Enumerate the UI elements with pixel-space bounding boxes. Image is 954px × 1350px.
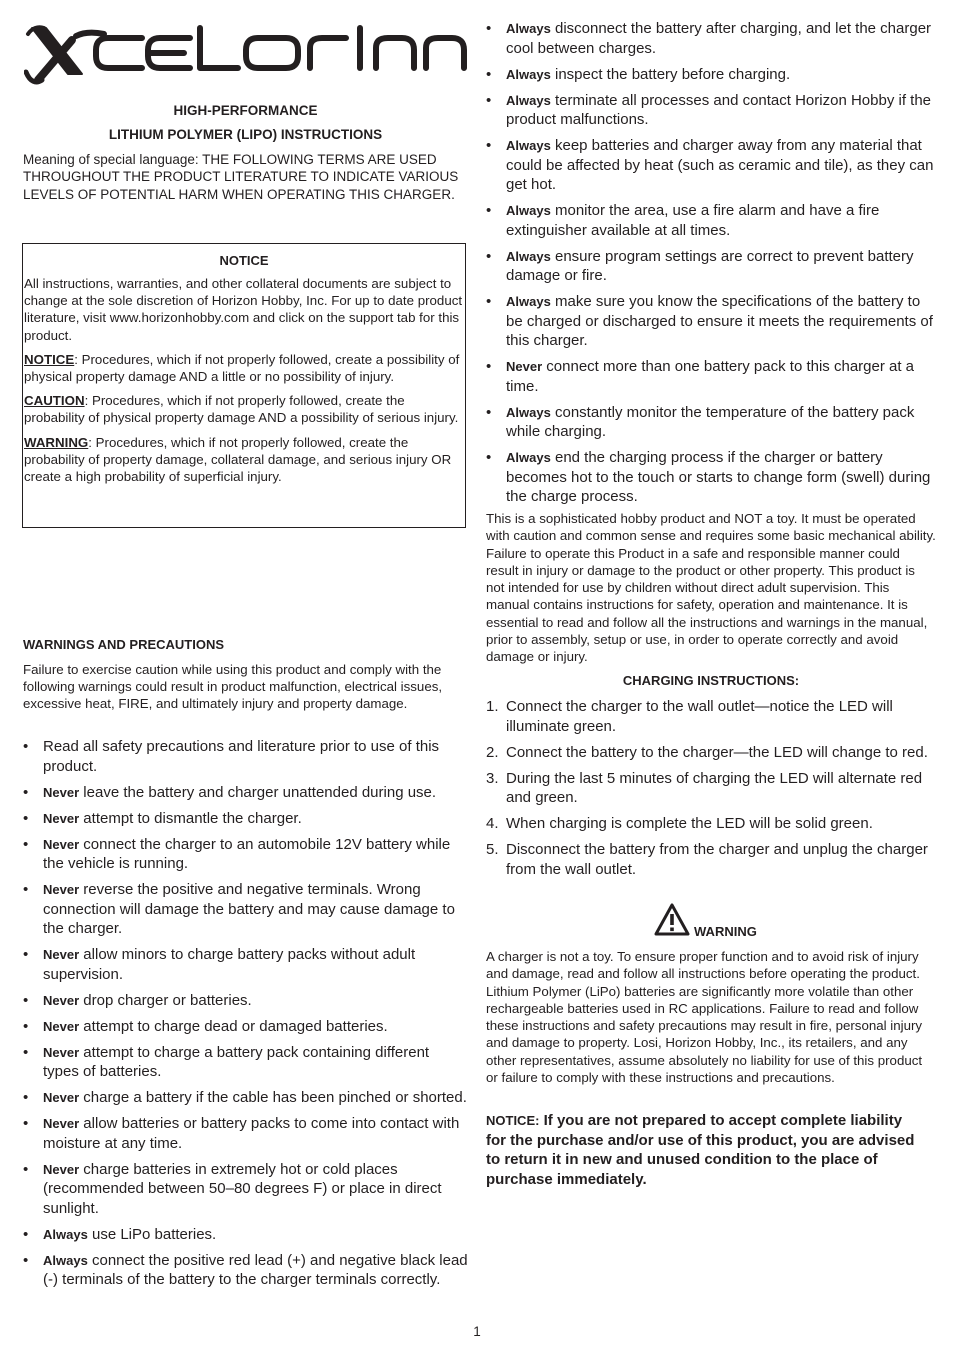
special-language-intro: Meaning of special language: THE FOLLOWING TERMS ARE USED THROUGHOUT THE PRODUCT LITERATURE TO INDICATE VARIOUS LEVELS OF POTENTIAL HARM WHEN OPERATING THIS CHARGER. xyxy=(23,152,459,202)
caution-term xyxy=(24,392,464,426)
list-item-keyword: Always xyxy=(506,294,551,309)
caution-term-text: : Procedures, which if not properly followed, create the probability of physical property damage AND a possibility of serious injury. xyxy=(24,393,459,426)
list-item-text: charge batteries in extremely hot or cold places (recommended between 50–80 degrees F) or place in direct sunlight. xyxy=(43,1160,442,1217)
list-item-text: terminate all processes and contact Horizon Hobby if the product malfunctions. xyxy=(506,91,932,128)
notice-box xyxy=(22,243,466,528)
warnings-list-right xyxy=(486,19,936,513)
list-item-text: Read all safety precautions and literature prior to use of this product. xyxy=(43,738,440,775)
list-item-text: reverse the positive and negative terminals. Wrong connection will damage the battery and may cause damage to the charger. xyxy=(43,881,455,937)
doc-title-line-1: HIGH-PERFORMANCE xyxy=(173,103,318,118)
list-item xyxy=(486,136,936,195)
list-item-text: keep batteries and charger away from any material that could be affected by heat (such as ceramic and tile), as they can get hot. xyxy=(506,137,934,193)
list-item-keyword: Always xyxy=(506,248,551,264)
list-item-text: allow minors to charge battery packs without adult supervision. xyxy=(43,946,416,983)
charger-warning-paragraph: A charger is not a toy. To ensure proper function and to avoid risk of injury and damage, read and follow all instructions before operating the product. Lithium Polymer (LiPo) batteries are significantly more volatile than other rechargeable batteries used in RC applications. Failure to read and follow these instructions and safety precautions may result in fire, personal injury and damage to property. Losi, Horizon Hobby, Inc., its retailers, and any other representatives, assume absolutely no liability for use of this product or failure to comply with these instructions and precautions. xyxy=(486,949,923,1086)
list-item xyxy=(23,737,468,776)
list-item-keyword: Never xyxy=(43,1090,80,1105)
list-item-keyword: Never xyxy=(43,1044,80,1060)
warning-triangle-icon xyxy=(654,903,690,937)
list-item xyxy=(23,945,468,984)
list-item xyxy=(23,1114,468,1153)
warnings-title: WARNINGS AND PRECAUTIONS xyxy=(23,637,225,652)
caution-term-label: CAUTION xyxy=(24,393,85,409)
x-swoosh-logo-icon xyxy=(24,22,468,86)
brand-logo xyxy=(24,22,468,86)
step-number: 4. xyxy=(486,815,499,832)
list-item-text: drop charger or batteries. xyxy=(79,991,252,1009)
final-notice-text: If you are not prepared to accept complete liability for the purchase and/or use of this product, you are advised to return it in new and unused condition to the place of purchase immediately. xyxy=(486,1112,915,1188)
step-number: 3. xyxy=(486,769,499,787)
list-item-text: connect the charger to an automobile 12V battery while the vehicle is running. xyxy=(43,835,451,872)
hobby-product-paragraph: This is a sophisticated hobby product and NOT a toy. It must be operated with caution and common sense and requires some basic mechanical ability. Failure to operate this Product in a safe and responsible manner could result in injury or damage to the product or other property. This product is not intended for use by children without direct adult supervision. This manual contains instructions for safety, operation and maintenance. It is essential to read and follow all the instructions and warnings in the manual, prior to assembly, setup or use, in order to operate correctly and avoid damage or injury. xyxy=(486,511,936,665)
list-item xyxy=(23,835,468,874)
step-number: 1. xyxy=(486,698,499,715)
step-number: 5. xyxy=(486,841,499,858)
list-item-keyword: Never xyxy=(43,1018,80,1034)
list-item-text: connect the positive red lead (+) and negative black lead (-) terminals of the battery to the charger terminals correctly. xyxy=(43,1251,468,1288)
list-item-text: connect more than one battery pack to this charger at a time. xyxy=(506,358,915,395)
list-item xyxy=(23,991,468,1011)
list-item-keyword: Always xyxy=(506,21,551,36)
list-item-keyword: Never xyxy=(43,836,80,852)
list-item-keyword: Never xyxy=(43,992,80,1008)
list-item xyxy=(23,1088,468,1108)
list-item xyxy=(23,1043,468,1082)
list-item xyxy=(23,783,468,803)
list-item xyxy=(486,448,936,507)
notice-box-title: NOTICE xyxy=(219,253,269,268)
page-number: 1 xyxy=(473,1324,481,1339)
charging-steps xyxy=(486,697,936,886)
list-item xyxy=(23,1251,468,1290)
notice-term xyxy=(24,351,464,385)
list-item xyxy=(486,65,936,85)
list-item xyxy=(486,697,936,736)
list-item-keyword: Always xyxy=(506,203,551,218)
list-item xyxy=(486,743,936,763)
list-item xyxy=(486,840,936,879)
list-item xyxy=(23,1160,468,1219)
list-item-keyword: Never xyxy=(43,1161,80,1177)
list-item xyxy=(486,292,936,351)
doc-title-line-2: LITHIUM POLYMER (LIPO) INSTRUCTIONS xyxy=(108,127,383,142)
list-item-keyword: Always xyxy=(506,138,551,153)
list-item-text: attempt to charge a battery pack containing different types of batteries. xyxy=(43,1043,430,1080)
list-item-keyword: Never xyxy=(43,882,80,897)
list-item-text: allow batteries or battery packs to come into contact with moisture at any time. xyxy=(43,1115,460,1152)
list-item-text: leave the battery and charger unattended during use. xyxy=(79,783,437,801)
step-text: Connect the charger to the wall outlet—notice the LED will illuminate green. xyxy=(506,698,893,735)
step-text: Connect the battery to the charger—the LED will change to red. xyxy=(506,743,928,761)
notice-term-label: NOTICE xyxy=(24,351,75,367)
charging-instructions-title: CHARGING INSTRUCTIONS: xyxy=(622,673,800,688)
step-text: Disconnect the battery from the charger and unplug the charger from the wall outlet. xyxy=(506,841,928,878)
step-text: During the last 5 minutes of charging the LED will alternate red and green. xyxy=(506,769,923,806)
list-item-keyword: Always xyxy=(506,404,551,420)
list-item-text: make sure you know the specifications of the battery to be charged or discharged to ensure it meets the requirements of this charger. xyxy=(506,293,933,349)
list-item-text: monitor the area, use a fire alarm and have a fire extinguisher available at all times. xyxy=(506,202,880,239)
warning-term xyxy=(24,434,464,486)
list-item xyxy=(486,19,936,58)
warnings-list-left xyxy=(23,737,468,1296)
list-item-keyword: Never xyxy=(43,1116,80,1131)
list-item-text: inspect the battery before charging. xyxy=(550,65,791,83)
final-notice xyxy=(486,1111,926,1189)
list-item-text: charge a battery if the cable has been pinched or shorted. xyxy=(79,1089,467,1106)
list-item xyxy=(486,769,936,808)
list-item xyxy=(486,814,936,834)
list-item-keyword: Never xyxy=(506,359,543,374)
list-item xyxy=(486,357,936,396)
list-item-text: use LiPo batteries. xyxy=(87,1225,217,1243)
notice-box-body: All instructions, warranties, and other collateral documents are subject to change at the sole discretion of Horizon Hobby, Inc. For up to date product literature, visit www.horizonhobby.com and click on the support tab for this product. xyxy=(24,276,463,343)
list-item xyxy=(486,247,936,286)
step-text: When charging is complete the LED will be solid green. xyxy=(506,815,873,832)
list-item-text: end the charging process if the charger or battery becomes hot to the touch or starts to change form (swell) during the charge process. xyxy=(506,449,931,505)
list-item-text: ensure program settings are correct to prevent battery damage or fire. xyxy=(506,247,914,284)
warning-term-label: WARNING xyxy=(24,434,89,450)
list-item-keyword: Never xyxy=(43,784,80,800)
list-item xyxy=(23,809,468,829)
list-item xyxy=(23,880,468,939)
warning-term-text: : Procedures, which if not properly followed, create the probability of property damage, collateral damage, and serious injury OR create a high probability of superficial injury. xyxy=(24,434,452,485)
notice-term-text: : Procedures, which if not properly followed, create a possibility of physical property damage AND a little or no possibility of injury. xyxy=(24,351,460,385)
list-item xyxy=(486,403,936,442)
list-item-keyword: Always xyxy=(43,1226,88,1242)
step-number: 2. xyxy=(486,743,499,761)
warning-heading-label: WARNING xyxy=(694,924,757,939)
final-notice-keyword: NOTICE: xyxy=(486,1113,540,1128)
list-item-keyword: Always xyxy=(506,450,551,465)
list-item xyxy=(486,201,936,240)
list-item-text: attempt to dismantle the charger. xyxy=(79,809,302,827)
list-item xyxy=(23,1225,468,1245)
list-item xyxy=(486,91,936,130)
list-item-text: disconnect the battery after charging, and let the charger cool between charges. xyxy=(506,20,932,57)
list-item-keyword: Never xyxy=(43,947,80,962)
list-item-text: attempt to charge dead or damaged batteries. xyxy=(79,1017,388,1035)
list-item-keyword: Never xyxy=(43,810,80,826)
list-item-text: constantly monitor the temperature of the battery pack while charging. xyxy=(506,403,915,440)
list-item-keyword: Always xyxy=(506,92,551,108)
warnings-intro: Failure to exercise caution while using this product and comply with the following warnings could result in product malfunction, electrical issues, excessive heat, FIRE, and ultimately injury and property damage. xyxy=(23,662,443,712)
list-item xyxy=(23,1017,468,1037)
list-item-keyword: Always xyxy=(506,66,551,82)
list-item-keyword: Always xyxy=(43,1252,88,1268)
